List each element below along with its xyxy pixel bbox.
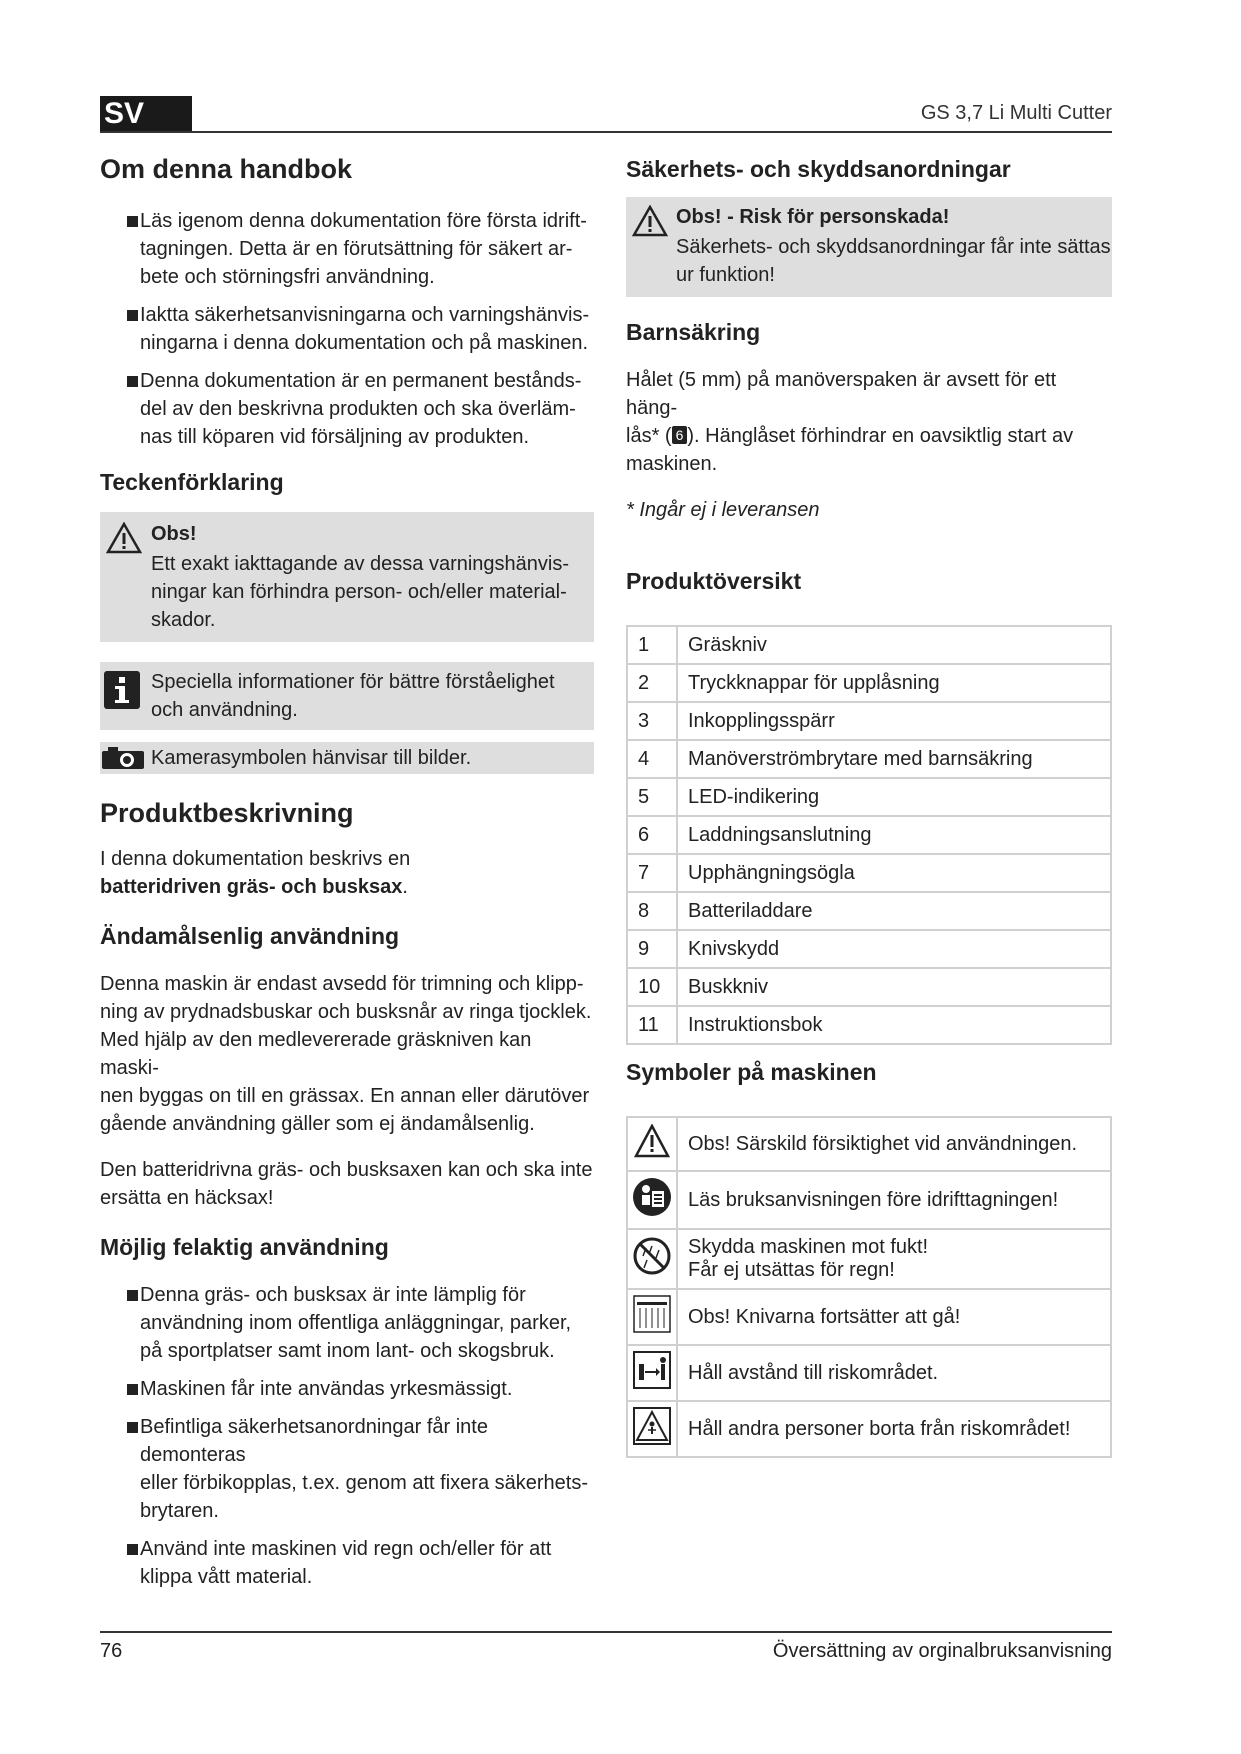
line-part: lås* ( — [626, 425, 672, 447]
symbol-row — [627, 1401, 1111, 1457]
obs-heading: Obs! — [151, 523, 197, 545]
line: Denna maskin är endast avsedd för trimning och klipp- — [100, 973, 584, 995]
line: Hålet (5 mm) på manöverspaken är avsett för ett häng- — [626, 369, 1057, 419]
section-title-felaktig: Möjlig felaktig användning — [100, 1234, 389, 1260]
line: klippa vått material. — [140, 1566, 313, 1588]
line: brytaren. — [140, 1500, 219, 1522]
camera-icon — [102, 747, 144, 774]
obs-line: ningar kan förhindra person- och/eller material- — [151, 581, 567, 603]
line: Denna dokumentation är en permanent bestånds- — [140, 370, 582, 392]
barnsakring-paragraph — [626, 366, 1112, 478]
symbols-table — [626, 1116, 1112, 1458]
page-number: 76 — [100, 1640, 123, 1662]
symbol-line: Obs! Knivarna fortsätter att gå! — [688, 1305, 961, 1328]
line: Denna gräs- och busksax är inte lämplig för — [140, 1284, 526, 1306]
risk-box — [626, 197, 1112, 297]
andamal-paragraph — [100, 970, 594, 1138]
left-column — [100, 150, 594, 1601]
no-rain-icon — [627, 1229, 677, 1289]
section-title-produktbeskrivning: Produktbeskrivning — [100, 798, 354, 828]
line: Befintliga säkerhetsanordningar får inte demonteras — [140, 1416, 488, 1466]
table-row — [627, 1006, 1111, 1044]
symbol-row — [627, 1345, 1111, 1401]
list-item — [100, 367, 594, 451]
item-number: 10 — [627, 968, 677, 1006]
line: ersätta en häcksax! — [100, 1187, 274, 1209]
section-title-sakerhet: Säkerhets- och skyddsanordningar — [626, 156, 1011, 182]
table-row — [627, 664, 1111, 702]
line: eller förbikopplas, t.ex. genom att fixera säkerhets- — [140, 1472, 588, 1494]
symbol-description — [677, 1289, 1111, 1345]
line-part: ). Hänglåset förhindrar en oavsiktlig start av — [687, 425, 1074, 447]
table-row — [627, 854, 1111, 892]
pb-bold: batteridriven gräs- och busksax — [100, 876, 403, 898]
running-blades-icon — [627, 1289, 677, 1345]
symbol-description — [677, 1229, 1111, 1289]
info-line: Speciella informationer för bättre förståelighet — [151, 671, 555, 693]
table-row — [627, 816, 1111, 854]
item-label: Buskkniv — [677, 968, 1111, 1006]
line: Maskinen får inte användas yrkesmässigt. — [140, 1378, 513, 1400]
item-number: 3 — [627, 702, 677, 740]
item-number: 4 — [627, 740, 677, 778]
line: Med hjälp av den medlevererade gräskniven kan maski- — [100, 1029, 532, 1079]
item-label: Tryckknappar för upplåsning — [677, 664, 1111, 702]
item-label: LED-indikering — [677, 778, 1111, 816]
warning-triangle-icon — [627, 1117, 677, 1171]
line: på sportplatser samt inom lant- och skogsbruk. — [140, 1340, 555, 1362]
item-label: Batteriladdare — [677, 892, 1111, 930]
list-item — [100, 1281, 594, 1365]
footer-rule — [100, 1631, 1112, 1633]
table-row — [627, 892, 1111, 930]
symbol-line: Läs bruksanvisningen före idrifttagningen! — [688, 1188, 1059, 1211]
table-row — [627, 740, 1111, 778]
section-title-oversikt: Produktöversikt — [626, 568, 802, 594]
section-title-andamal: Ändamålsenlig användning — [100, 923, 400, 949]
item-label: Inkopplingsspärr — [677, 702, 1111, 740]
line: del av den beskrivna produkten och ska överläm- — [140, 398, 576, 420]
line: Iaktta säkerhetsanvisningarna och varningshänvis- — [140, 304, 590, 326]
list-item — [100, 207, 594, 291]
symbol-description — [677, 1345, 1111, 1401]
item-number: 5 — [627, 778, 677, 816]
item-number: 6 — [627, 816, 677, 854]
warning-triangle-icon — [632, 205, 668, 242]
line: Använd inte maskinen vid regn och/eller för att — [140, 1538, 552, 1560]
camera-ref-number: 6 — [675, 427, 684, 443]
section-title-barnsakring: Barnsäkring — [626, 319, 761, 345]
product-title: GS 3,7 Li Multi Cutter — [920, 102, 1112, 124]
symbol-line: Håll andra personer borta från riskområdet! — [688, 1417, 1071, 1440]
symbol-line: Skydda maskinen mot fukt! — [688, 1236, 929, 1258]
footnote: * Ingår ej i leveransen — [626, 499, 820, 521]
symbol-line: Håll avstånd till riskområdet. — [688, 1361, 939, 1384]
line: bete och störningsfri användning. — [140, 266, 435, 288]
list-item — [100, 1535, 594, 1591]
symbol-row — [627, 1229, 1111, 1289]
pb-dot: . — [402, 876, 408, 898]
line: tagningen. Detta är en förutsättning för säkert ar- — [140, 238, 573, 260]
section-title-teckenforklaring: Teckenförklaring — [100, 469, 284, 495]
symbol-line: Får ej utsättas för regn! — [688, 1259, 895, 1281]
line: användning inom offentliga anläggningar, parker, — [140, 1312, 572, 1334]
item-label: Upphängningsögla — [677, 854, 1111, 892]
camera-text: Kamerasymbolen hänvisar till bilder. — [151, 747, 472, 769]
section-title-symboler: Symboler på maskinen — [626, 1059, 877, 1085]
obs-line: skador. — [151, 609, 216, 631]
camera-box — [100, 742, 594, 774]
language-tab: SV — [100, 96, 192, 132]
obs-line: Ett exakt iakttagande av dessa varningshänvis- — [151, 553, 570, 575]
risk-line: Säkerhets- och skyddsanordningar får inte sättas — [676, 236, 1111, 258]
risk-line: ur funktion! — [676, 264, 775, 286]
table-row — [627, 778, 1111, 816]
item-label: Gräskniv — [677, 626, 1111, 664]
symbol-description — [677, 1401, 1111, 1457]
line: Läs igenom denna dokumentation före första idrift- — [140, 210, 587, 232]
item-number: 11 — [627, 1006, 677, 1044]
risk-heading: Obs! - Risk för personskada! — [676, 206, 950, 228]
keep-bystanders-away-icon — [627, 1401, 677, 1457]
symbol-description — [677, 1171, 1111, 1229]
list-item — [100, 1375, 594, 1403]
item-number: 8 — [627, 892, 677, 930]
keep-distance-icon — [627, 1345, 677, 1401]
andamal-extra — [100, 1156, 594, 1212]
symbol-row — [627, 1289, 1111, 1345]
item-label: Laddningsanslutning — [677, 816, 1111, 854]
line: nen byggas on till en grässax. En annan eller därutöver — [100, 1085, 590, 1107]
overview-table — [626, 625, 1112, 1045]
table-row — [627, 930, 1111, 968]
table-row — [627, 968, 1111, 1006]
symbol-row — [627, 1117, 1111, 1171]
symbol-row — [627, 1171, 1111, 1229]
info-box — [100, 662, 594, 730]
table-row — [627, 626, 1111, 664]
info-icon — [104, 671, 140, 714]
line: ning av prydnadsbuskar och busksnår av ringa tjocklek. — [100, 1001, 592, 1023]
line: Den batteridrivna gräs- och busksaxen kan och ska inte — [100, 1159, 593, 1181]
camera-ref-icon — [672, 426, 688, 444]
footer-text: Översättning av orginalbruksanvisning — [772, 1640, 1112, 1662]
list-item — [100, 1413, 594, 1525]
item-number: 1 — [627, 626, 677, 664]
pb-line: I denna dokumentation beskrivs en — [100, 848, 411, 870]
line: ningarna i denna dokumentation och på maskinen. — [140, 332, 589, 354]
right-column — [626, 150, 1112, 1458]
item-number: 9 — [627, 930, 677, 968]
symbol-description — [677, 1117, 1111, 1171]
warning-triangle-icon — [106, 522, 142, 559]
info-line: och användning. — [151, 699, 298, 721]
line: gående användning gäller som ej ändamålsenlig. — [100, 1113, 535, 1135]
header-rule — [100, 131, 1112, 133]
list-item — [100, 301, 594, 357]
symbol-line: Obs! Särskild försiktighet vid användningen. — [688, 1132, 1078, 1155]
item-number: 2 — [627, 664, 677, 702]
section-title-om: Om denna handbok — [100, 154, 353, 184]
felaktig-list — [100, 1281, 594, 1591]
table-row — [627, 702, 1111, 740]
item-label: Knivskydd — [677, 930, 1111, 968]
line: nas till köparen vid försäljning av produkten. — [140, 426, 530, 448]
item-label: Manöverströmbrytare med barnsäkring — [677, 740, 1111, 778]
obs-box — [100, 512, 594, 642]
read-manual-icon — [627, 1171, 677, 1229]
line: maskinen. — [626, 453, 718, 475]
item-label: Instruktionsbok — [677, 1006, 1111, 1044]
om-list — [100, 207, 594, 451]
item-number: 7 — [627, 854, 677, 892]
